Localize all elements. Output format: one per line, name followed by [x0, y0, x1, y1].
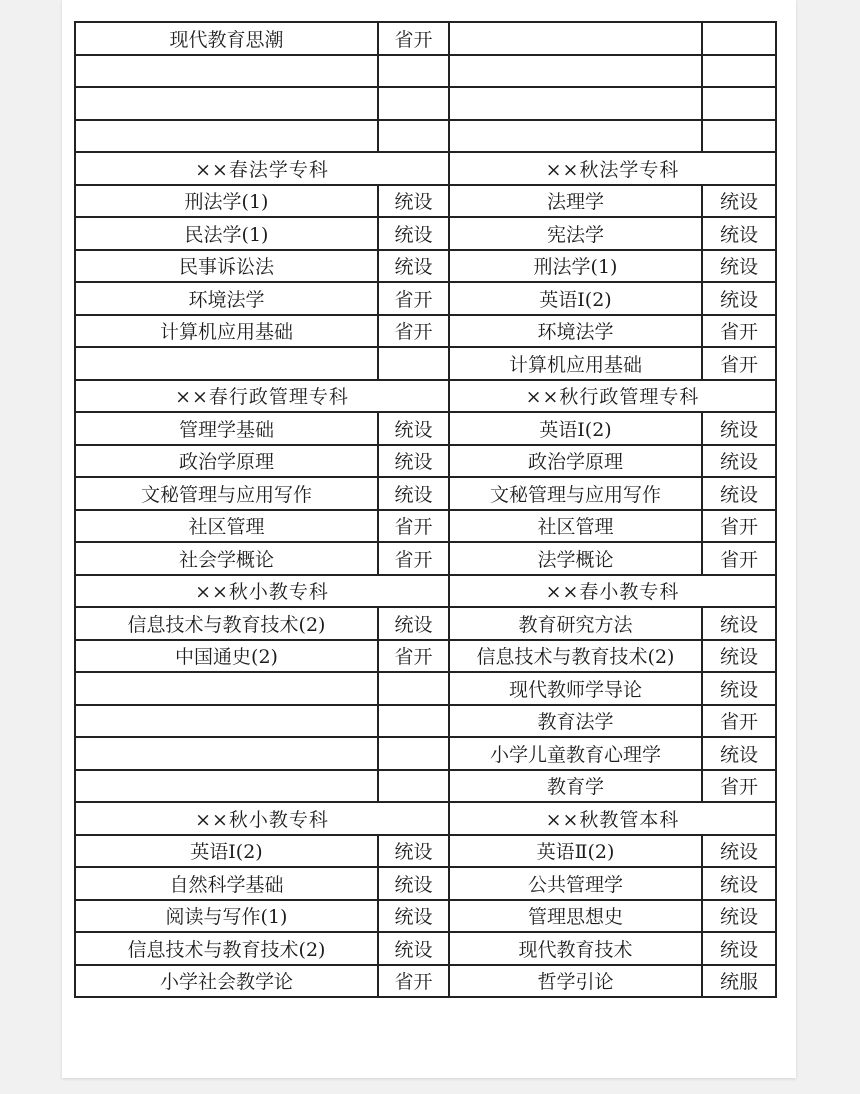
- course-type-cell: 省开: [702, 510, 776, 543]
- course-type-cell: 省开: [378, 542, 449, 575]
- course-name-cell: [449, 22, 702, 55]
- course-type-cell: 统设: [702, 867, 776, 900]
- table-row: [75, 55, 776, 88]
- course-name-cell: 法理学: [449, 185, 702, 218]
- table-row: [75, 185, 776, 218]
- course-type-cell: [702, 120, 776, 153]
- course-type-cell: 统设: [378, 607, 449, 640]
- course-type-cell: [378, 87, 449, 120]
- table-row: [75, 347, 776, 380]
- table-row: [75, 542, 776, 575]
- course-name-cell: 阅读与写作(1): [75, 900, 378, 933]
- course-type-cell: 统设: [702, 672, 776, 705]
- course-name-cell: [75, 347, 378, 380]
- table-row: [75, 607, 776, 640]
- course-name-cell: 政治学原理: [449, 445, 702, 478]
- course-type-cell: 统设: [702, 932, 776, 965]
- table-row: [75, 835, 776, 868]
- course-schedule-table: [74, 21, 777, 998]
- course-name-cell: 法学概论: [449, 542, 702, 575]
- course-type-cell: [378, 770, 449, 803]
- course-type-cell: 统设: [702, 250, 776, 283]
- course-name-cell: 社区管理: [449, 510, 702, 543]
- course-name-cell: 教育研究方法: [449, 607, 702, 640]
- course-name-cell: 现代教育思潮: [75, 22, 378, 55]
- course-type-cell: 统设: [378, 835, 449, 868]
- section-title-right: ××秋行政管理专科: [449, 380, 776, 413]
- course-type-cell: 省开: [378, 22, 449, 55]
- course-type-cell: 统设: [702, 835, 776, 868]
- course-name-cell: 管理学基础: [75, 412, 378, 445]
- course-name-cell: [75, 705, 378, 738]
- course-type-cell: 统设: [702, 477, 776, 510]
- course-name-cell: 计算机应用基础: [449, 347, 702, 380]
- table-row: [75, 510, 776, 543]
- course-type-cell: 统设: [702, 737, 776, 770]
- course-type-cell: [378, 737, 449, 770]
- course-name-cell: 教育法学: [449, 705, 702, 738]
- course-name-cell: 小学儿童教育心理学: [449, 737, 702, 770]
- course-name-cell: 中国通史(2): [75, 640, 378, 673]
- table-row: [75, 412, 776, 445]
- course-name-cell: 管理思想史: [449, 900, 702, 933]
- section-title-left: ××秋小教专科: [75, 575, 449, 608]
- course-type-cell: [378, 55, 449, 88]
- course-type-cell: 省开: [702, 705, 776, 738]
- course-name-cell: 民事诉讼法: [75, 250, 378, 283]
- course-type-cell: 统设: [378, 867, 449, 900]
- table-row: [75, 315, 776, 348]
- section-title-left: ××秋小教专科: [75, 802, 449, 835]
- course-name-cell: 现代教师学导论: [449, 672, 702, 705]
- course-type-cell: 统设: [702, 640, 776, 673]
- section-title-right: ××秋教管本科: [449, 802, 776, 835]
- course-type-cell: 统服: [702, 965, 776, 998]
- course-type-cell: 省开: [378, 965, 449, 998]
- table-row: [75, 445, 776, 478]
- section-header-row: [75, 575, 776, 608]
- course-type-cell: 统设: [378, 900, 449, 933]
- table-row: [75, 250, 776, 283]
- section-header-row: [75, 802, 776, 835]
- course-name-cell: [75, 737, 378, 770]
- table-row: [75, 867, 776, 900]
- course-name-cell: [75, 770, 378, 803]
- table-row: [75, 640, 776, 673]
- course-name-cell: 教育学: [449, 770, 702, 803]
- course-type-cell: [702, 55, 776, 88]
- course-name-cell: 哲学引论: [449, 965, 702, 998]
- course-name-cell: [75, 55, 378, 88]
- table-row: [75, 87, 776, 120]
- course-name-cell: 文秘管理与应用写作: [449, 477, 702, 510]
- course-name-cell: 宪法学: [449, 217, 702, 250]
- course-name-cell: [449, 87, 702, 120]
- course-type-cell: 统设: [378, 217, 449, 250]
- table-row: [75, 282, 776, 315]
- course-name-cell: 政治学原理: [75, 445, 378, 478]
- course-name-cell: 信息技术与教育技术(2): [75, 932, 378, 965]
- course-name-cell: [75, 672, 378, 705]
- course-name-cell: 计算机应用基础: [75, 315, 378, 348]
- course-name-cell: 社区管理: [75, 510, 378, 543]
- table-row: [75, 672, 776, 705]
- table-row: [75, 477, 776, 510]
- course-type-cell: 统设: [378, 477, 449, 510]
- table-row: [75, 705, 776, 738]
- course-name-cell: 小学社会教学论: [75, 965, 378, 998]
- table-row: [75, 932, 776, 965]
- course-type-cell: 统设: [378, 932, 449, 965]
- course-type-cell: 省开: [702, 770, 776, 803]
- course-type-cell: 统设: [702, 445, 776, 478]
- section-title-left: ××春法学专科: [75, 152, 449, 185]
- course-name-cell: 现代教育技术: [449, 932, 702, 965]
- course-name-cell: 刑法学(1): [75, 185, 378, 218]
- course-type-cell: 统设: [378, 412, 449, 445]
- course-name-cell: [75, 87, 378, 120]
- course-type-cell: 省开: [378, 510, 449, 543]
- course-type-cell: 省开: [378, 640, 449, 673]
- course-type-cell: 统设: [702, 282, 776, 315]
- course-type-cell: 省开: [378, 282, 449, 315]
- course-name-cell: [75, 120, 378, 153]
- course-name-cell: [449, 120, 702, 153]
- table-row: [75, 22, 776, 55]
- course-type-cell: [702, 87, 776, 120]
- course-type-cell: [378, 705, 449, 738]
- course-type-cell: [378, 120, 449, 153]
- course-type-cell: 统设: [378, 185, 449, 218]
- table-row: [75, 120, 776, 153]
- course-type-cell: 省开: [702, 542, 776, 575]
- course-type-cell: [702, 22, 776, 55]
- section-title-right: ××秋法学专科: [449, 152, 776, 185]
- table-row: [75, 217, 776, 250]
- course-type-cell: 省开: [378, 315, 449, 348]
- table-row: [75, 900, 776, 933]
- section-title-left: ××春行政管理专科: [75, 380, 449, 413]
- table-row: [75, 965, 776, 998]
- course-type-cell: 统设: [702, 607, 776, 640]
- section-header-row: [75, 380, 776, 413]
- course-name-cell: 英语Ⅰ(2): [449, 282, 702, 315]
- course-name-cell: 社会学概论: [75, 542, 378, 575]
- course-name-cell: [449, 55, 702, 88]
- section-title-right: ××春小教专科: [449, 575, 776, 608]
- course-name-cell: 信息技术与教育技术(2): [75, 607, 378, 640]
- course-type-cell: 统设: [702, 412, 776, 445]
- course-name-cell: 文秘管理与应用写作: [75, 477, 378, 510]
- course-type-cell: 统设: [378, 250, 449, 283]
- course-name-cell: 环境法学: [449, 315, 702, 348]
- course-type-cell: [378, 347, 449, 380]
- course-name-cell: 环境法学: [75, 282, 378, 315]
- course-type-cell: 省开: [702, 315, 776, 348]
- course-type-cell: 统设: [702, 900, 776, 933]
- course-type-cell: 统设: [378, 445, 449, 478]
- course-name-cell: 公共管理学: [449, 867, 702, 900]
- section-header-row: [75, 152, 776, 185]
- course-type-cell: 省开: [702, 347, 776, 380]
- course-name-cell: 民法学(1): [75, 217, 378, 250]
- course-type-cell: 统设: [702, 185, 776, 218]
- table-row: [75, 770, 776, 803]
- course-type-cell: 统设: [702, 217, 776, 250]
- course-name-cell: 信息技术与教育技术(2): [449, 640, 702, 673]
- course-name-cell: 刑法学(1): [449, 250, 702, 283]
- course-type-cell: [378, 672, 449, 705]
- course-name-cell: 英语Ⅰ(2): [449, 412, 702, 445]
- course-name-cell: 英语Ⅱ(2): [449, 835, 702, 868]
- course-name-cell: 英语Ⅰ(2): [75, 835, 378, 868]
- table-row: [75, 737, 776, 770]
- course-name-cell: 自然科学基础: [75, 867, 378, 900]
